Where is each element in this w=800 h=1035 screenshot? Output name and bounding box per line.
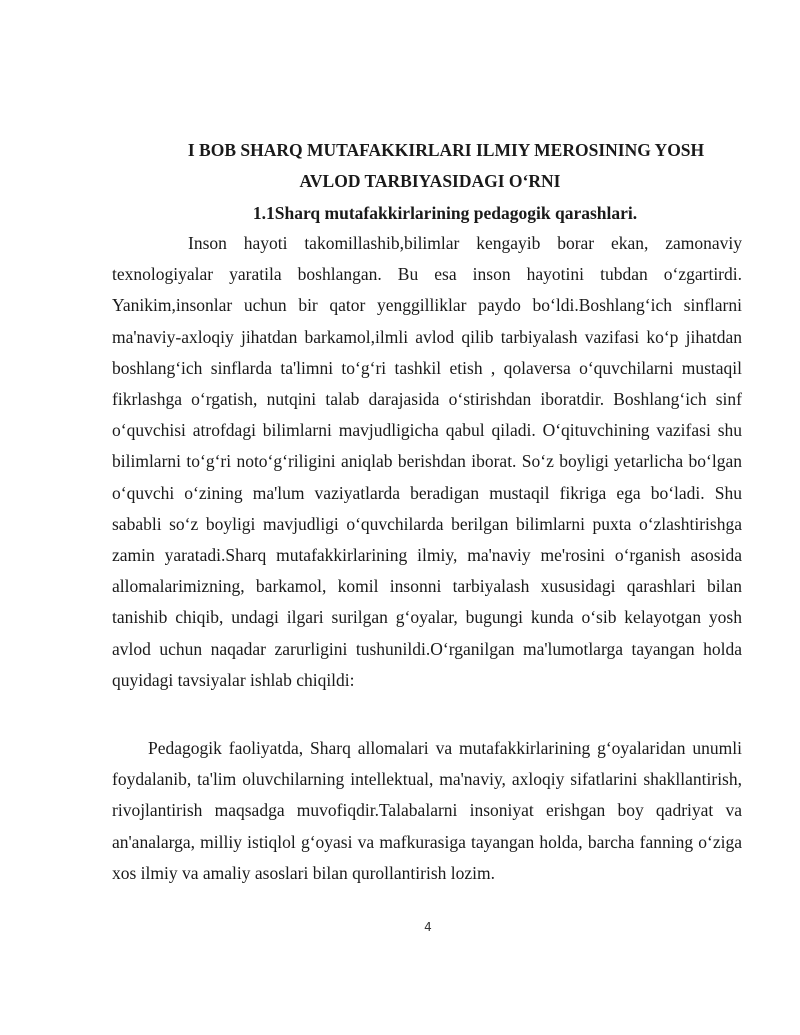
paragraph-2: Pedagogik faoliyatda, Sharq allomalari va mutafakkirlarining g‘oyalaridan unumli foydalanib, ta'lim oluvchilarning intellektual, ma'naviy, axloqiy sifatlarini shakllantirish, rivojlantirish maqsadga muvofiqdir.Talabalarni insoniyat erishgan boy qadriyat va an'analarga, milliy istiqlol g‘oyasi va mafkurasiga tayangan holda, barcha fanning o‘ziga xos ilmiy va amaliy asoslari bilan qurollantirish lozim.: [112, 738, 742, 883]
paragraph-1: Inson hayoti takomillashib,bilimlar kengayib borar ekan, zamonaviy texnologiyalar yaratila boshlangan. Bu esa inson hayotini tubdan o‘zgartirdi. Yanikim,insonlar uchun bir qator yenggilliklar paydo bo‘ldi.Boshlang‘ich sinflarni ma'naviy-axloqiy jihatdan barkamol,ilmli avlod qilib tarbiyalash vazifasi ko‘p jihatdan boshlang‘ich sinflarda ta'limni to‘g‘ri tashkil etish , qolaversa o‘quvchilarni mustaqil fikrlashga o‘rgatish, nutqini talab darajasida o‘stirishdan iboratdir. Boshlang‘ich sinf o‘quvchisi atrofdagi bilimlarni mavjudligicha qabul qiladi. O‘qituvchining vazifasi shu bilimlarni to‘g‘ri noto‘g‘riligini aniqlab berishdan iborat. So‘z boyligi yetarlicha bo‘lgan o‘quvchi o‘zining ma'lum vaziyatlarda beradigan mustaqil fikriga ega bo‘ladi. Shu sababli so‘z boyligi mavjudligi o‘quvchilarda berilgan bilimlarni puxta o‘zlashtirishga zamin yaratadi.Sharq mutafakkirlarining ilmiy, ma'naviy me'rosini o‘rganish asosida allomalarimizning, barkamol, komil insonni tarbiyalash xususidagi qarashlari bilan tanishib chiqib, undagi ilgari surilgan g‘oyalar, bugungi kunda o‘sib kelayotgan yosh avlod uchun naqadar zarurligini tushunildi.O‘rganilgan ma'lumotlarga tayangan holda quyidagi tavsiyalar ishlab chiqildi:: [112, 233, 742, 690]
page-number: 4: [424, 920, 432, 934]
chapter-title-line-1: I BOB SHARQ MUTAFAKKIRLARI ILMIY MEROSINING YOSH: [187, 140, 705, 160]
section-title: 1.1Sharq mutafakkirlarining pedagogik qarashlari.: [252, 203, 638, 223]
chapter-title-line-2: AVLOD TARBIYASIDAGI O‘RNI: [299, 171, 561, 191]
